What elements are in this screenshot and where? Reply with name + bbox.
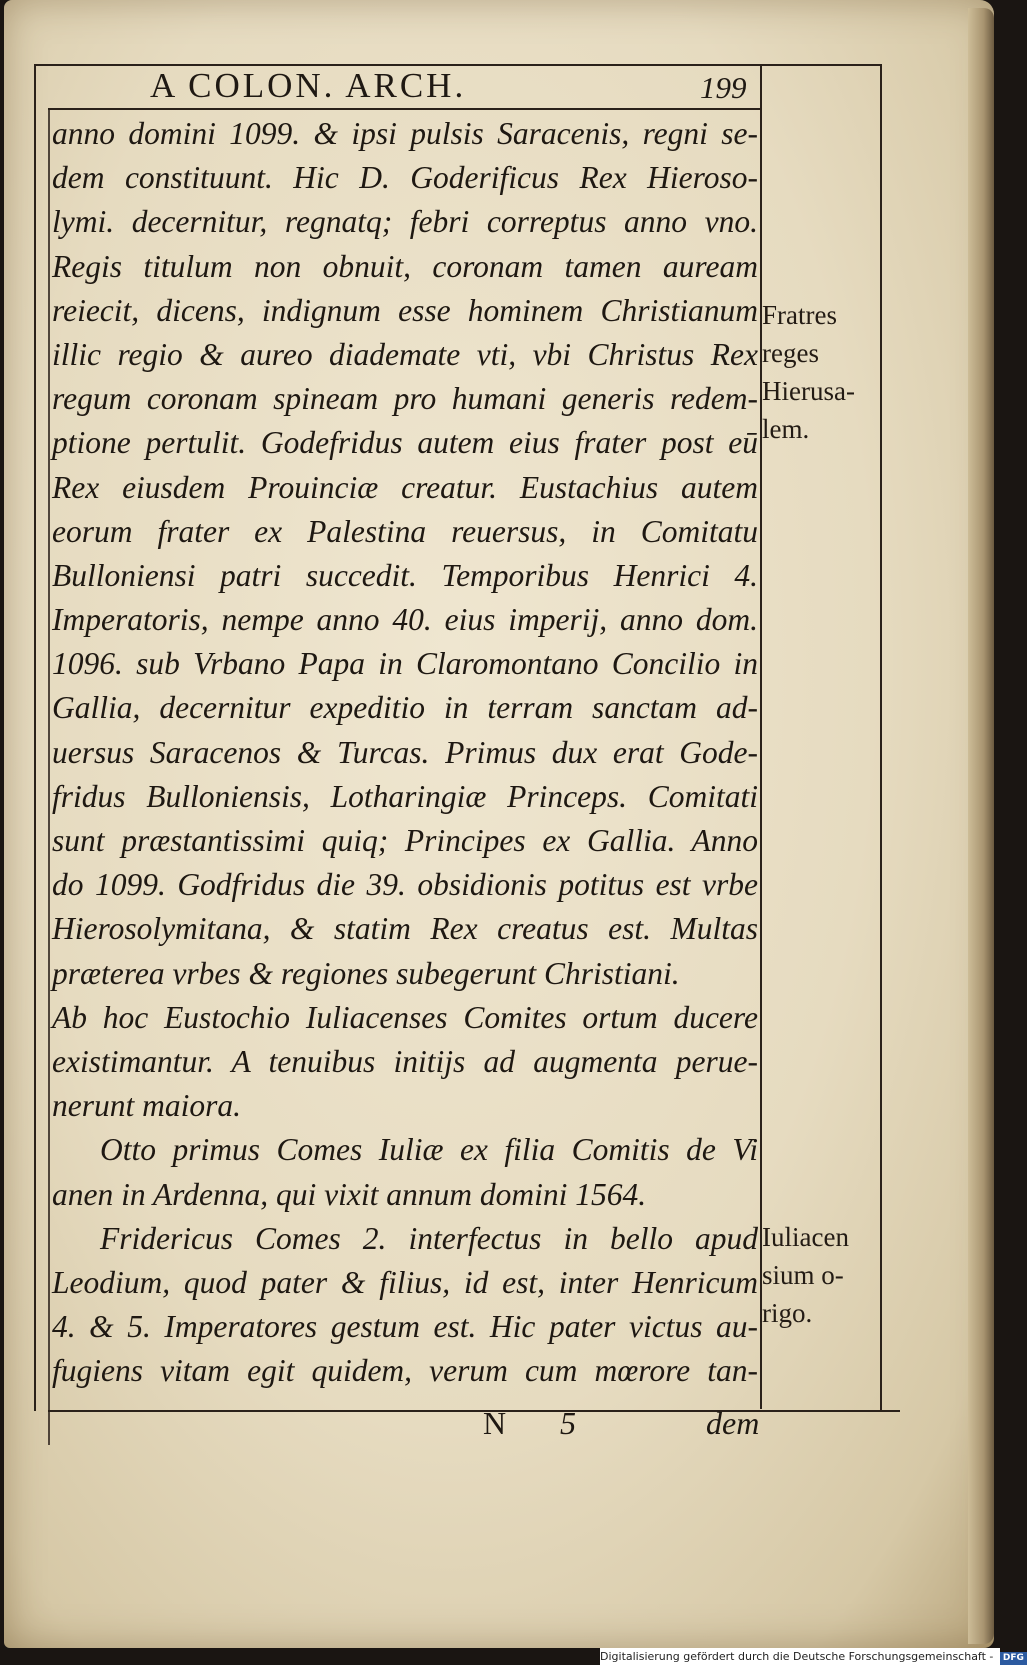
text-line: existimantur. A tenuibus initijs ad augmenta perue- <box>52 1043 758 1079</box>
text-line: 4. & 5. Imperatores gestum est. Hic pater victus au- <box>52 1309 758 1345</box>
text-line: 1096. sub Vrbano Papa in Claromontano Concilio in <box>52 646 758 682</box>
text-line: Gallia, decernitur expeditio in terram sanctam ad- <box>52 690 758 726</box>
margin-note-line: lem. <box>762 414 810 444</box>
text-line: ptione pertulit. Godefridus autem eius frater post eū <box>52 425 758 461</box>
text-line: Hierosolymitana, & statim Rex creatus est. Multas <box>52 911 758 947</box>
text-line: nerunt maiora. <box>52 1088 241 1124</box>
text-line: Leodium, quod pater & filius, id est, inter Henricum <box>52 1264 758 1300</box>
margin-note-fratres <box>762 296 855 448</box>
left-column-rule <box>48 110 50 1445</box>
text-line: eorum frater ex Palestina reuersus, in Comitatu <box>52 513 758 549</box>
credit-banner <box>600 1648 1024 1665</box>
signature-number: 5 <box>560 1405 576 1441</box>
dfg-logo: DFG <box>1000 1652 1027 1665</box>
margin-note-line: reges <box>762 338 819 368</box>
text-line: Rex eiusdem Prouinciæ creatur. Eustachius autem <box>52 469 758 505</box>
credit-text: Digitalisierung gefördert durch die Deutsche Forschungsgemeinschaft - <box>600 1650 994 1663</box>
signature-letter: N <box>483 1405 507 1441</box>
text-line: anno domini 1099. & ipsi pulsis Saracenis, regni se- <box>52 116 758 151</box>
page-number: 199 <box>700 70 747 105</box>
margin-note-line: Hierusa- <box>762 376 855 406</box>
header-rule <box>48 108 760 110</box>
text-line: dem constituunt. Hic D. Goderificus Rex Hieroso- <box>52 160 758 196</box>
text-line: Imperatoris, nempe anno 40. eius imperij, anno dom. <box>52 602 758 638</box>
text-line: Fridericus Comes 2. interfectus in bello apud <box>100 1220 758 1256</box>
text-line: Otto primus Comes Iuliæ ex filia Comitis de Vi <box>100 1132 758 1168</box>
footer-rule <box>48 1410 900 1412</box>
margin-note-line: rigo. <box>762 1298 813 1328</box>
body-text <box>52 112 758 1393</box>
page-edge <box>968 8 994 1644</box>
margin-note-line: sium o- <box>762 1260 844 1290</box>
text-line: illic regio & aureo diademate vti, vbi Christus Rex <box>52 336 758 372</box>
margin-column-rule <box>760 64 762 1409</box>
text-line: Regis titulum non obnuit, coronam tamen auream <box>52 248 758 284</box>
text-line: anen in Ardenna, qui vixit annum domini 1564. <box>52 1176 647 1212</box>
margin-note-line: Iuliacen <box>762 1222 849 1252</box>
running-head: A COLON. ARCH. <box>150 66 467 105</box>
text-line: regum coronam spineam pro humani generis redem- <box>52 381 758 417</box>
text-line: uersus Saracenos & Turcas. Primus dux erat Gode- <box>52 734 758 770</box>
margin-note-line: Fratres <box>762 300 837 330</box>
text-line: do 1099. Godfridus die 39. obsidionis potitus est vrbe <box>52 867 758 903</box>
text-line: lymi. decernitur, regnatq; febri correptus anno vno. <box>52 204 758 240</box>
text-line: reiecit, dicens, indignum esse hominem Christianum <box>52 292 758 328</box>
catchword: dem <box>706 1405 760 1441</box>
text-line: sunt præstantissimi quiq; Principes ex Gallia. Anno <box>52 823 758 858</box>
text-line: fugiens vitam egit quidem, verum cum mœrore tan- <box>52 1353 758 1389</box>
text-line: fridus Bulloniensis, Lotharingiæ Princeps. Comitati <box>52 778 758 814</box>
text-line: Ab hoc Eustochio Iuliacenses Comites ortum ducere <box>52 999 758 1035</box>
text-line: præterea vrbes & regiones subegerunt Christiani. <box>52 955 680 991</box>
margin-note-iuliacensium <box>762 1218 849 1332</box>
text-line: Bulloniensi patri succedit. Temporibus Henrici 4. <box>52 557 758 593</box>
